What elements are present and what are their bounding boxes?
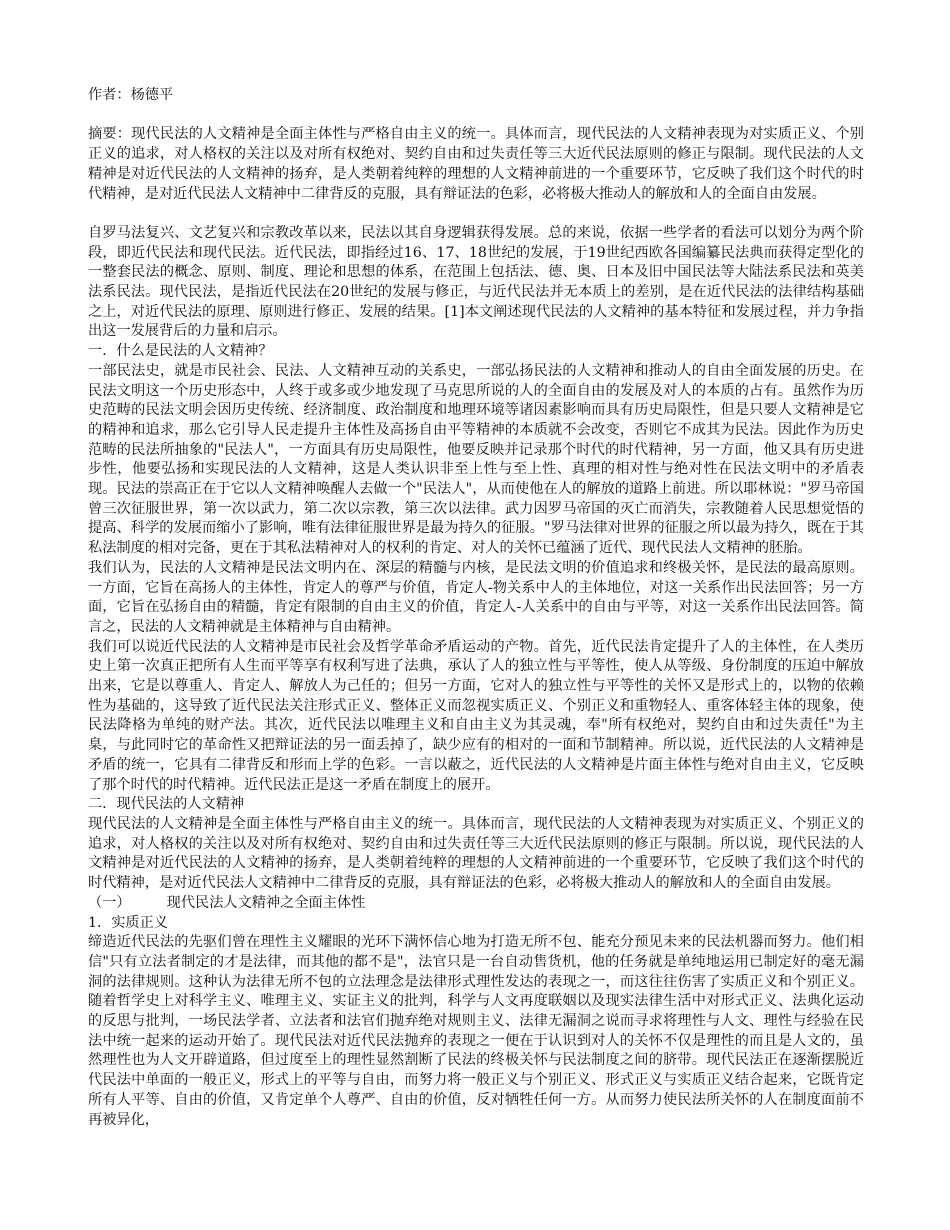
document-body xyxy=(88,86,864,1130)
section2-paragraph-1: 现代民法的人文精神是全面主体性与严格自由主义的统一。具体而言，现代民法的人文精神表现为对实质正义、个别正义的追求，对人格权的关注以及对所有权绝对、契约自由和过失责任等三大近代民法原则的修正与限制。所以说，现代民法的人文精神是对近代民法的人文精神的扬弃，是人类朝着纯粹的理想的人文精神前进的一个重要环节，它反映了我们这个时代的时代精神，是对近代民法人文精神中二律背反的克服，具有辩证法的色彩，必将极大推动人的解放和人的全面自由发展。 xyxy=(88,815,864,892)
item-heading-1: 1．实质正义 xyxy=(88,914,168,931)
abstract-paragraph: 摘要：现代民法的人文精神是全面主体性与严格自由主义的统一。具体而言，现代民法的人文精神表现为对实质正义、个别正义的追求，对人格权的关注以及对所有权绝对、契约自由和过失责任等三大近代民法原则的修正与限制。现代民法的人文精神是对近代民法的人文精神的扬弃，是人类朝着纯粹的理想的人文精神前进的一个重要环节，它反映了我们这个时代的时代精神，是对近代民法人文精神中二律背反的克服，具有辩证法的色彩，必将极大推动人的解放和人的全面自由发展。 xyxy=(88,126,864,202)
section-heading-1: 一．什么是民法的人文精神？ xyxy=(88,343,273,360)
blank-line xyxy=(88,204,864,224)
section-heading-2: 二．现代民法的人文精神 xyxy=(88,796,245,813)
blank-line xyxy=(88,106,864,126)
subsection-heading: （一） 现代民法人文精神之全面主体性 xyxy=(88,894,366,911)
section1-paragraph-1: 一部民法史，就是市民社会、民法、人文精神互动的关系史，一部弘扬民法的人文精神和推动人的自由全面发展的历史。在民法文明这一个历史形态中，人终于或多或少地发现了马克思所说的人的全面自由的发展及对人的本质的占有。虽然作为历史范畴的民法文明会因历史传统、经济制度、政治制度和地理环境等诸因素影响而具有历史局限性，但是只要人文精神是它的精神和追求，那么它引导人民走提升主体性及高扬自由平等精神的本质就不会改变，否则它不成其为民法。因此作为历史范畴的民法所抽象的"民法人"，一方面具有历史局限性，他要反映并记录那个时代的时代精神，另一方面，他又具有历史进步性，他要弘扬和实现民法的人文精神，这是人类认识非至上性与至上性、真理的相对性与绝对性在民法文明中的矛盾表现。民法的崇高正在于它以人文精神唤醒人去做一个"民法人"，从而使他在人的解放的道路上前进。所以耶林说："罗马帝国曾三次征服世界，第一次以武力，第二次以宗教，第三次以法律。武力因罗马帝国的灭亡而消失，宗教随着人民思想觉悟的提高、科学的发展而缩小了影响，唯有法律征服世界是最为持久的征服。"罗马法律对世界的征服之所以最为持久，既在于其私法制度的相对完备，更在于其私法精神对人的权利的肯定、对人的关怀已蕴涵了近代、现代民法人文精神的胚胎。 xyxy=(88,362,864,557)
section1-paragraph-2: 我们认为，民法的人文精神是民法文明内在、深层的精髓与内核，是民法文明的价值追求和终极关怀，是民法的最高原则。一方面，它旨在高扬人的主体性，肯定人的尊严与价值，肯定人-物关系中人的主体地位，对这一关系作出民法回答；另一方面，它旨在弘扬自由的精髓，肯定有限制的自由主义的价值，肯定人-人关系中的自由与平等，对这一关系作出民法回答。简言之，民法的人文精神就是主体精神与自由精神。 xyxy=(88,559,864,635)
author-line: 作者：杨德平 xyxy=(88,87,174,103)
item1-paragraph: 缔造近代民法的先驱们曾在理性主义耀眼的光环下满怀信心地为打造无所不包、能充分预见未来的民法机器而努力。他们相信"只有立法者制定的才是法律，而其他的都不是"，法官只是一台自动售货机，他的任务就是单纯地运用已制定好的毫无漏洞的法律规则。这种认为法律无所不包的立法理念是法律形式理性发达的表现之一，而这往往伤害了实质正义和个别正义。随着哲学史上对科学主义、唯理主义、实证主义的批判，科学与人文再度联姻以及现实法律生活中对形式正义、法典化运动的反思与批判，一场民法学者、立法者和法官们抛弃绝对规则主义、法律无漏洞之说而寻求将理性与人文、理性与经验在民法中统一起来的运动开始了。现代民法对近代民法抛弃的表现之一便在于认识到对人的关怀不仅是理性的而且是人文的，虽然理性也为人文开辟道路，但过度至上的理性显然割断了民法的终极关怀与民法制度之间的脐带。现代民法正在逐渐摆脱近代民法中单面的一般正义，形式上的平等与自由，而努力将一般正义与个别正义、形式正义与实质正义结合起来，它既肯定所有人平等、自由的价值，又肯定单个人尊严、自由的价值，反对牺牲任何一方。从而努力使民法所关怀的人在制度面前不再被异化， xyxy=(88,934,864,1128)
section1-paragraph-3: 我们可以说近代民法的人文精神是市民社会及哲学革命矛盾运动的产物。首先，近代民法肯定提升了人的主体性，在人类历史上第一次真正把所有人生而平等享有权利写进了法典，承认了人的独立性与平等性，使人从等级、身份制度的压迫中解放出来，它是以尊重人、肯定人、解放人为己任的；但另一方面，它对人的独立性与平等性的关怀又是形式上的，以物的依赖性为基础的，这导致了近代民法关注形式正义、整体正义而忽视实质正义、个别正义和重物轻人、重客体轻主体的现象，使民法降格为单纯的财产法。其次，近代民法以唯理主义和自由主义为其灵魂，奉"所有权绝对，契约自由和过失责任"为主臬，与此同时它的革命性又把辩证法的另一面丢掉了，缺少应有的相对的一面和节制精神。所以说，近代民法的人文精神是矛盾的统一，它具有二律背反和形而上学的色彩。一言以蔽之，近代民法的人文精神是片面主体性与绝对自由主义，它反映了那个时代的时代精神。近代民法正是这一矛盾在制度上的展开。 xyxy=(88,638,864,793)
intro-paragraph: 自罗马法复兴、文艺复兴和宗教改革以来，民法以其自身逻辑获得发展。总的来说，依据一些学者的看法可以划分为两个阶段，即近代民法和现代民法。近代民法，即指经过16、17、18世纪的发展，于19世纪西欧各国编纂民法典而获得定型化的一整套民法的概念、原则、制度、理论和思想的体系，在范围上包括法、德、奥、日本及旧中国民法等大陆法系民法和英美法系民法。现代民法，是指近代民法在20世纪的发展与修正，与近代民法并无本质上的差别，是在近代民法的法律结构基础之上，对近代民法的原理、原则进行修正、发展的结果。[1]本文阐述现代民法的人文精神的基本特征和发展过程，并力争指出这一发展背后的力量和启示。 xyxy=(88,224,864,340)
